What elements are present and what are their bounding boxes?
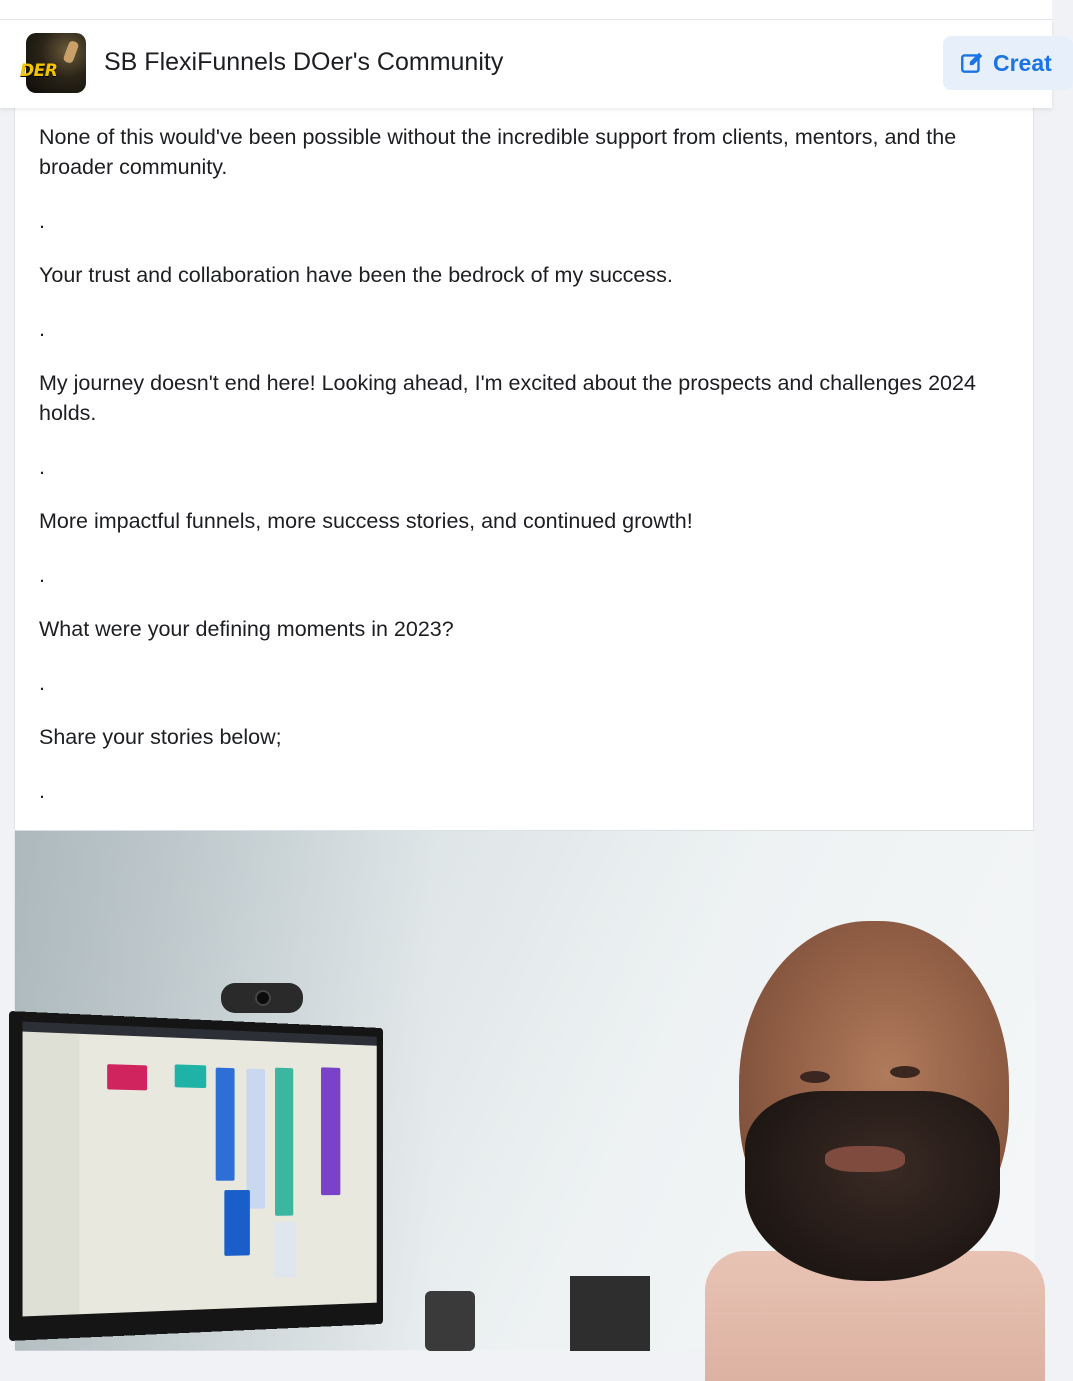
post-separator: . — [39, 317, 45, 341]
photo-monitor — [9, 1011, 383, 1341]
create-post-label: Creat — [993, 49, 1052, 76]
screen-tile — [275, 1068, 293, 1216]
group-header — [0, 20, 1052, 108]
photo-paper — [570, 1276, 650, 1351]
post-separator: . — [39, 455, 45, 479]
post-paragraph: More impactful funnels, more success stories, and continued growth! — [39, 509, 693, 533]
post-separator: . — [39, 209, 45, 233]
post-paragraph: What were your defining moments in 2023? — [39, 617, 454, 641]
photo-desk-item — [425, 1291, 475, 1351]
group-avatar[interactable] — [20, 33, 86, 93]
post-paragraph: None of this would've been possible without the incredible support from clients, mentors, and the broader community. — [39, 125, 957, 179]
post-separator: . — [39, 563, 45, 587]
person-eye-left — [800, 1071, 830, 1083]
post-paragraph: Share your stories below; — [39, 725, 282, 749]
post-photo[interactable] — [15, 830, 1035, 1350]
post-separator: . — [39, 671, 45, 695]
screen-tile — [321, 1067, 340, 1195]
screen-tile — [246, 1069, 265, 1209]
avatar-figure — [63, 40, 80, 64]
screen-tile — [273, 1222, 296, 1278]
post-paragraph: My journey doesn't end here! Looking ahead, I'm excited about the prospects and challenges 2024 holds. — [39, 371, 976, 425]
edit-icon — [959, 50, 985, 76]
person-eye-right — [890, 1066, 920, 1078]
person-mouth — [825, 1146, 905, 1172]
post-paragraph: Your trust and collaboration have been the bedrock of my success. — [39, 263, 673, 287]
post-card — [14, 108, 1034, 1348]
photo-monitor-screen — [23, 1022, 377, 1317]
screen-tile — [224, 1190, 250, 1256]
photo-webcam — [221, 983, 303, 1013]
person-beard — [745, 1091, 1000, 1281]
photo-webcam-lens — [255, 990, 271, 1006]
photo-person — [705, 921, 1035, 1361]
screen-tile — [175, 1064, 207, 1088]
group-title[interactable]: SB FlexiFunnels DOer's Community — [104, 48, 504, 76]
screen-tile — [107, 1064, 147, 1090]
create-post-button[interactable] — [943, 36, 1073, 90]
screen-tile — [216, 1068, 235, 1181]
post-separator: . — [39, 779, 45, 803]
avatar-logo-text: DER — [20, 61, 58, 81]
screen-sidebar — [23, 1032, 80, 1317]
top-strip — [0, 0, 1052, 20]
